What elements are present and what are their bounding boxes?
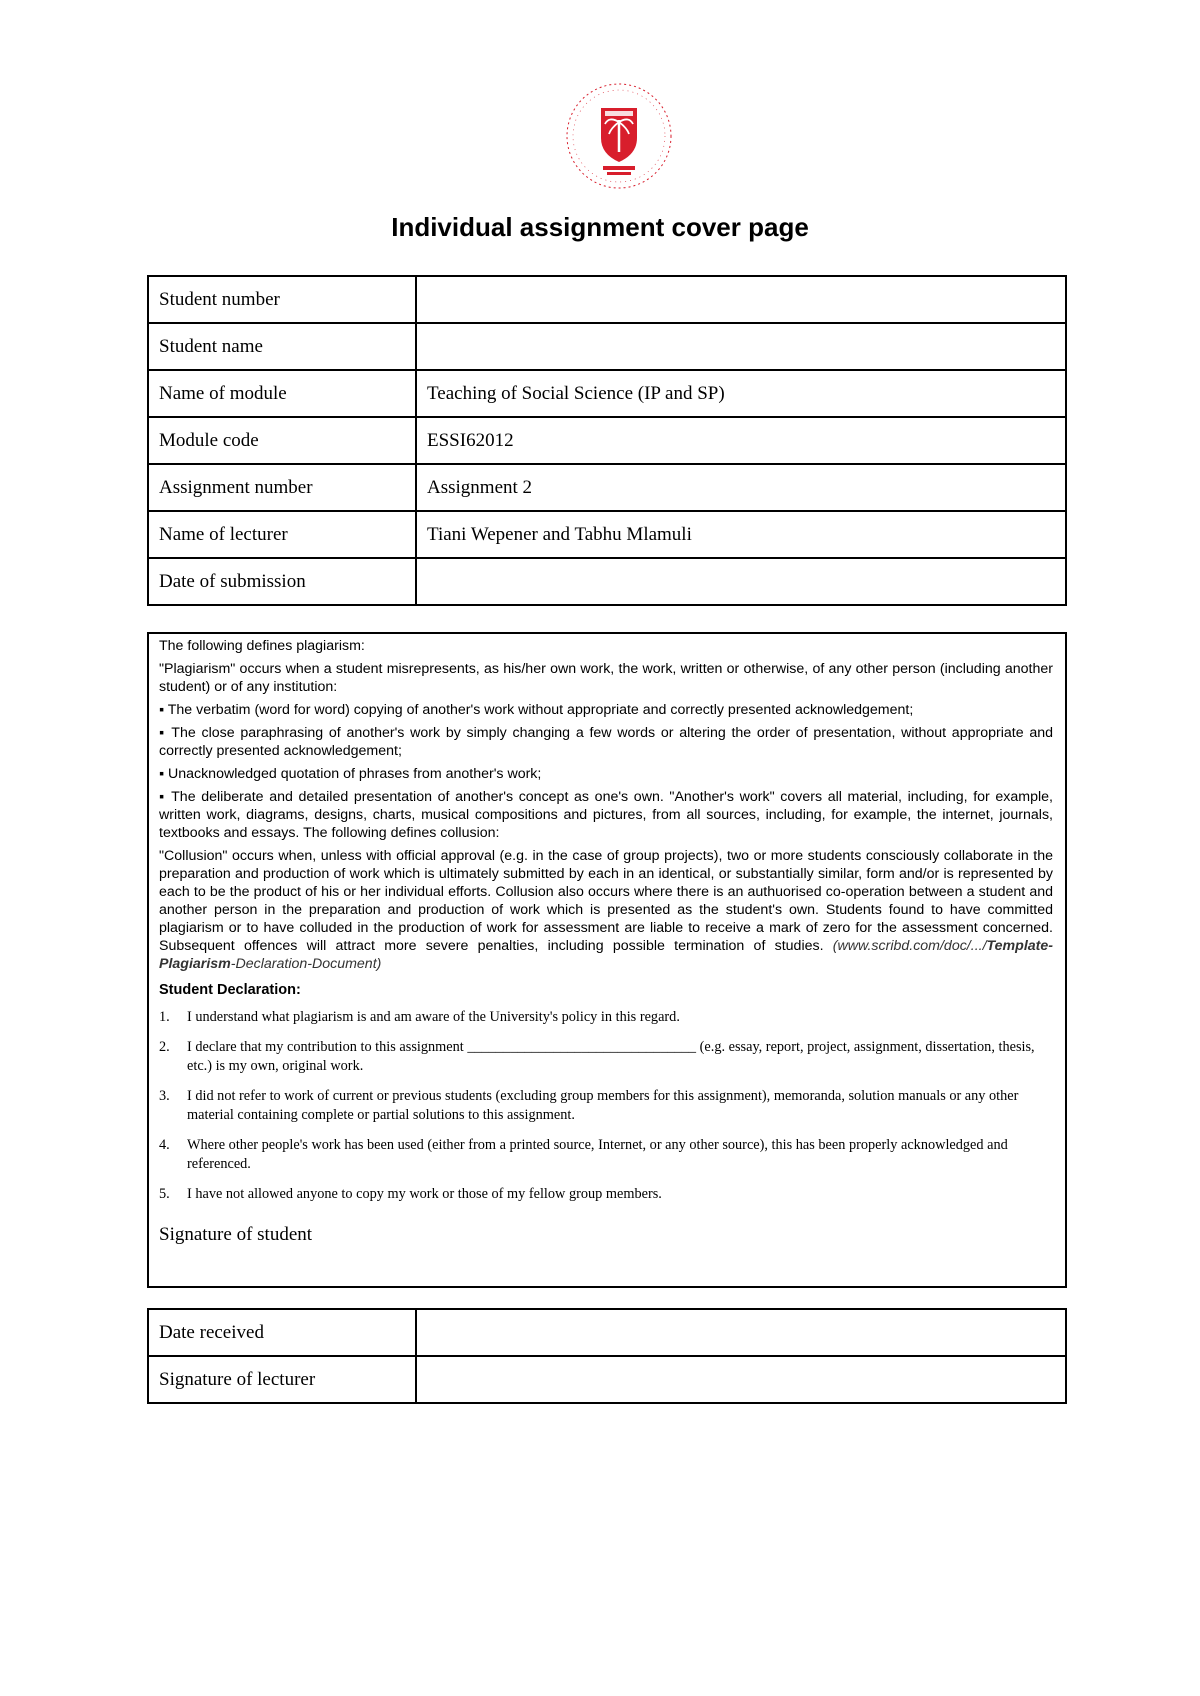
declaration-item-text: Where other people's work has been used (either from a printed source, Internet, or any other source), this has been properly acknowledged and referenced. xyxy=(187,1137,1008,1172)
declaration-list xyxy=(159,1008,1053,1204)
plagiarism-bullet: ▪ The close paraphrasing of another's work by simply changing a few words or altering the order of presentation, without appropriate and correctly presented acknowledgement; xyxy=(159,725,1053,759)
lecturer-value: Tiani Wepener and Tabhu Mlamuli xyxy=(416,511,1066,558)
module-code-value: ESSI62012 xyxy=(416,417,1066,464)
student-name-label: Student name xyxy=(148,323,416,370)
plagiarism-bullet: ▪ Unacknowledged quotation of phrases from another's work; xyxy=(159,766,542,782)
date-received-field[interactable] xyxy=(416,1309,1066,1356)
source-link-suffix: -Declaration-Document) xyxy=(230,956,382,972)
assignment-number-value: Assignment 2 xyxy=(416,464,1066,511)
declaration-item xyxy=(159,1038,1053,1076)
plagiarism-intro: The following defines plagiarism: xyxy=(159,638,365,654)
page-title: Individual assignment cover page xyxy=(391,212,809,242)
student-number-label: Student number xyxy=(148,276,416,323)
details-row-submission-date xyxy=(148,558,1066,605)
student-declaration-heading: Student Declaration: xyxy=(159,982,301,998)
plagiarism-text xyxy=(159,637,1053,973)
source-link-prefix: (www.scribd.com/doc/.../ xyxy=(832,938,987,954)
details-row-module-code xyxy=(148,417,1066,464)
declaration-item-text: I declare that my contribution to this assignment ________________________________ (e.g. essay, report, project, assignment, dissertation, thesis, etc.) is my own, original work. xyxy=(187,1039,1035,1074)
declaration-item-text: I understand what plagiarism is and am aware of the University's policy in this regard. xyxy=(187,1009,680,1025)
declaration-item-number: 4. xyxy=(159,1137,170,1153)
declaration-item xyxy=(159,1008,1053,1027)
plagiarism-declaration-box xyxy=(147,632,1067,1288)
declaration-item-number: 5. xyxy=(159,1186,170,1202)
module-name-value: Teaching of Social Science (IP and SP) xyxy=(416,370,1066,417)
date-received-label: Date received xyxy=(148,1309,416,1356)
student-name-field[interactable] xyxy=(416,323,1066,370)
lecturer-signature-field[interactable] xyxy=(416,1356,1066,1403)
plagiarism-bullet: ▪ The verbatim (word for word) copying of another's work without appropriate and correctly presented acknowledgement; xyxy=(159,702,914,718)
student-signature-label[interactable]: Signature of student xyxy=(159,1224,313,1245)
details-row-student-number xyxy=(148,276,1066,323)
collusion-definition xyxy=(159,847,1053,973)
lecturer-signature-label: Signature of lecturer xyxy=(148,1356,416,1403)
declaration-item xyxy=(159,1087,1053,1125)
details-row-assignment-number xyxy=(148,464,1066,511)
declaration-item xyxy=(159,1136,1053,1174)
submission-date-field[interactable] xyxy=(416,558,1066,605)
plagiarism-definition: "Plagiarism" occurs when a student misrepresents, as his/her own work, the work, written or otherwise, of any other person (including another student) or of any institution: xyxy=(159,661,1053,695)
assignment-details-table xyxy=(147,275,1067,606)
declaration-item-number: 1. xyxy=(159,1009,170,1025)
details-row-student-name xyxy=(148,323,1066,370)
student-number-field[interactable] xyxy=(416,276,1066,323)
declaration-item-text: I have not allowed anyone to copy my work or those of my fellow group members. xyxy=(187,1186,662,1202)
receipt-table xyxy=(147,1308,1067,1404)
lecturer-label: Name of lecturer xyxy=(148,511,416,558)
collusion-text: "Collusion" occurs when, unless with official approval (e.g. in the case of group projects), two or more students consciously collaborate in the preparation and production of work which is ultimately submitted by each in an identical, or substantially similar, form and/or is represented by each to be the product of his or her individual efforts. Collusion also occurs where there is an authuorised co-operation between a student and another person in the preparation and production of work which is presented as the student's own. Students found to have committed plagiarism or to have colluded in the production of work for assessment are liable to receive a mark of zero for the assessment concerned. Subsequent offences will attract more severe penalties, including possible termination of studies. xyxy=(159,848,1053,954)
submission-date-label: Date of submission xyxy=(148,558,416,605)
declaration-item-number: 3. xyxy=(159,1088,170,1104)
plagiarism-bullet: ▪ The deliberate and detailed presentation of another's concept as one's own. "Another's work" covers all material, including, for example, written work, diagrams, designs, charts, musical compositions and pictures, from all sources, including, for example, the internet, journals, textbooks and essays. The following defines collusion: xyxy=(159,789,1053,841)
university-logo xyxy=(563,80,675,192)
module-code-label: Module code xyxy=(148,417,416,464)
declaration-item xyxy=(159,1185,1053,1204)
details-row-lecturer xyxy=(148,511,1066,558)
assignment-number-label: Assignment number xyxy=(148,464,416,511)
receipt-row-date xyxy=(148,1309,1066,1356)
declaration-item-number: 2. xyxy=(159,1039,170,1055)
receipt-row-signature xyxy=(148,1356,1066,1403)
declaration-item-text: I did not refer to work of current or previous students (excluding group members for this assignment), memoranda, solution manuals or any other material containing complete or partial solutions to this assignment. xyxy=(187,1088,1019,1123)
source-link-bold: Template-Plagiarism xyxy=(159,938,1053,972)
module-name-label: Name of module xyxy=(148,370,416,417)
details-row-module-name xyxy=(148,370,1066,417)
